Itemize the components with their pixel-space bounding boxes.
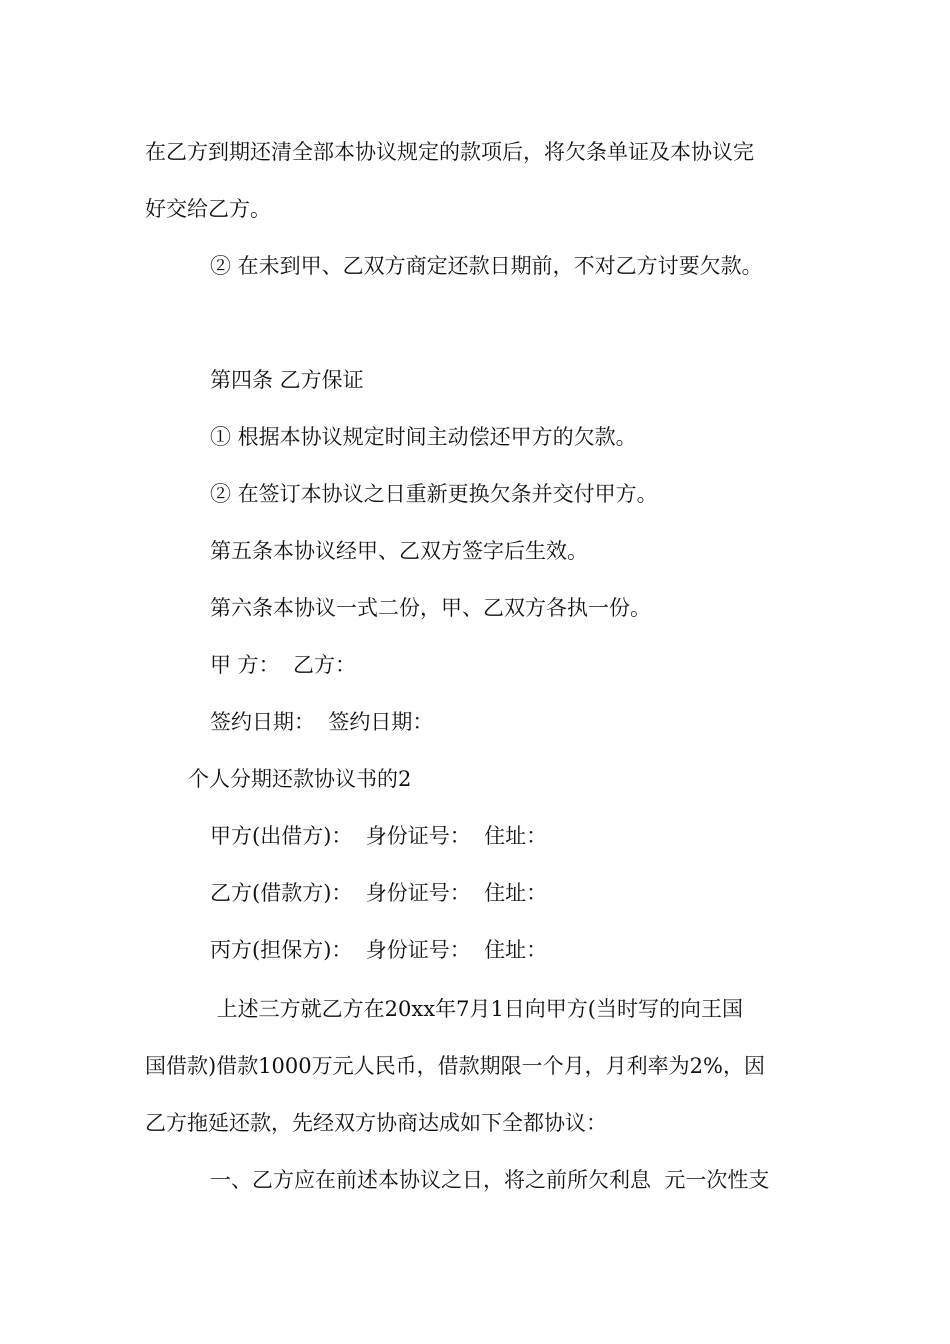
clause-item: ② 在签订本协议之日重新更换欠条并交付甲方。 [210, 482, 658, 506]
paragraph-line: 好交给乙方。 [145, 197, 271, 221]
section-title: 个人分期还款协议书的2 [188, 767, 412, 791]
paragraph-line: 在乙方到期还清全部本协议规定的款项后，将欠条单证及本协议完 [145, 140, 754, 164]
paragraph-line: 上述三方就乙方在20xx年7月1日向甲方(当时写的向王国 [210, 997, 743, 1021]
article-heading: 第五条本协议经甲、乙双方签字后生效。 [210, 539, 588, 563]
clause-item: ① 根据本协议规定时间主动偿还甲方的欠款。 [210, 425, 637, 449]
article-heading: 第六条本协议一式二份，甲、乙双方各执一份。 [210, 596, 651, 620]
paragraph-line: 国借款)借款1000万元人民币，借款期限一个月，月利率为2%，因 [145, 1054, 765, 1078]
paragraph-line: 乙方拖延还款，先经双方协商达成如下全都协议： [145, 1111, 607, 1135]
signature-dates: 签约日期： 签约日期： [210, 710, 434, 734]
party-info-borrower: 乙方(借款方)： 身份证号： 住址： [210, 881, 548, 905]
party-info-lender: 甲方(出借方)： 身份证号： 住址： [210, 824, 548, 848]
article-heading: 第四条 乙方保证 [210, 368, 364, 392]
clause-item: ② 在未到甲、乙双方商定还款日期前，不对乙方讨要欠款。 [210, 254, 763, 278]
signature-parties: 甲 方： 乙方： [210, 653, 357, 677]
paragraph-line: 一、乙方应在前述本协议之日，将之前所欠利息 元一次性支 [210, 1168, 770, 1192]
party-info-guarantor: 丙方(担保方)： 身份证号： 住址： [210, 938, 548, 962]
